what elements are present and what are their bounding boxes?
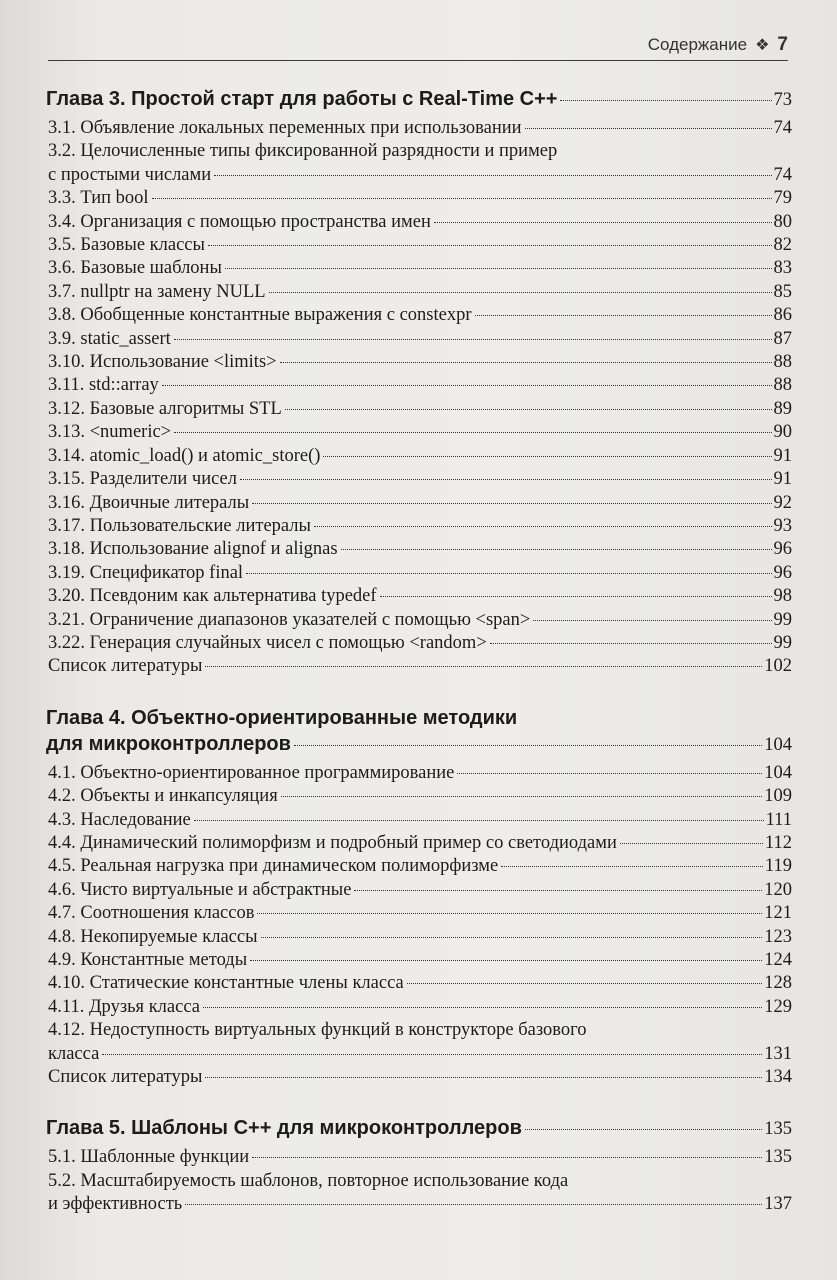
leader-dots <box>174 339 772 340</box>
toc-entry-page: 102 <box>764 656 792 677</box>
leader-dots <box>174 432 771 433</box>
leader-dots <box>560 100 771 101</box>
leader-dots <box>341 549 772 550</box>
toc-entry-page: 82 <box>773 235 792 256</box>
leader-dots <box>246 573 771 574</box>
toc-entry[interactable] <box>46 879 792 902</box>
leader-dots <box>261 937 763 938</box>
toc-entry[interactable] <box>46 164 792 187</box>
toc-entry-title: 3.3. Тип bool <box>48 188 149 209</box>
leader-dots <box>380 596 772 597</box>
leader-dots <box>475 315 772 316</box>
toc-entry-page: 96 <box>773 562 792 583</box>
toc-entry-page: 85 <box>773 281 792 302</box>
toc-entry[interactable] <box>46 538 792 561</box>
leader-dots <box>208 245 772 246</box>
toc-entry-page: 99 <box>773 609 792 630</box>
chapter-title-line: Глава 4. Объектно-ориентированные методики <box>46 706 518 729</box>
toc-entry-title: 3.18. Использование alignof и alignas <box>48 539 338 560</box>
toc-entry-title: 4.11. Друзья класса <box>48 996 200 1017</box>
toc-entry[interactable] <box>46 832 792 855</box>
toc-entry[interactable] <box>46 1043 792 1066</box>
leader-dots <box>280 362 772 363</box>
toc-entry-title: 3.1. Объявление локальных переменных при использовании <box>48 118 522 138</box>
toc-entry[interactable] <box>46 421 792 444</box>
toc-entry-title: 3.6. Базовые шаблоны <box>48 258 222 279</box>
toc-entry[interactable] <box>46 234 792 257</box>
toc-entry-page: 129 <box>764 996 792 1017</box>
toc-entry-page: 74 <box>773 164 792 185</box>
leader-dots <box>314 526 772 527</box>
leader-dots <box>294 745 762 746</box>
toc-entry-title: 4.5. Реальная нагрузка при динамическом полиморфизме <box>48 856 499 877</box>
leader-dots <box>240 479 772 480</box>
toc-entry[interactable] <box>46 1193 792 1216</box>
leader-dots <box>252 503 771 504</box>
toc-entry-title: 5.1. Шаблонные функции <box>48 1147 250 1168</box>
leader-dots <box>162 385 772 386</box>
toc-entry[interactable] <box>46 762 792 785</box>
toc-entry-page: 131 <box>764 1043 792 1064</box>
toc-entry[interactable] <box>46 1146 792 1169</box>
toc-entry[interactable] <box>46 926 792 949</box>
running-header <box>48 30 788 61</box>
toc-entry[interactable] <box>46 809 792 832</box>
toc-entry[interactable] <box>46 996 792 1019</box>
chapter-page-number: 135 <box>764 1119 792 1140</box>
header-label: Содержание <box>647 35 748 54</box>
toc-entry-page: 83 <box>773 258 792 279</box>
toc-entry[interactable] <box>46 655 792 678</box>
chapter-section <box>46 1115 792 1216</box>
toc-entry-page: 96 <box>773 539 792 560</box>
leader-dots <box>281 796 763 797</box>
toc-entry[interactable] <box>46 972 792 995</box>
leader-dots <box>533 620 771 621</box>
toc-entry[interactable] <box>46 609 792 632</box>
toc-entry[interactable] <box>46 515 792 538</box>
header-page-number: 7 <box>777 34 788 55</box>
toc-entry-page: 74 <box>773 118 792 138</box>
toc-entry-line: 3.2. Целочисленные типы фиксированной разрядности и пример <box>48 141 558 162</box>
toc-entry[interactable] <box>46 562 792 585</box>
toc-entry-page: 109 <box>764 786 792 807</box>
toc-entry-title: 3.14. atomic_load() и atomic_store() <box>48 445 321 466</box>
toc-entry-page: 89 <box>773 398 792 419</box>
ornament-icon: ❖ <box>755 37 770 54</box>
leader-dots <box>205 1077 762 1078</box>
toc-entry-title: Список литературы <box>48 1067 203 1088</box>
toc-entry-title: 3.19. Спецификатор final <box>48 562 244 583</box>
toc-entry[interactable] <box>46 492 792 515</box>
chapter-title[interactable] <box>46 731 792 758</box>
leader-dots <box>457 773 762 774</box>
chapter-section <box>46 86 792 679</box>
leader-dots <box>203 1007 762 1008</box>
toc-entry-title: 4.1. Объектно-ориентированное программирование <box>48 762 455 783</box>
toc-entry-page: 98 <box>773 586 792 607</box>
toc-entry-title: 4.7. Соотношения классов <box>48 903 255 924</box>
toc-entry[interactable] <box>46 468 792 491</box>
toc-entry[interactable] <box>46 398 792 421</box>
leader-dots <box>214 175 771 176</box>
toc-entry-page: 135 <box>764 1147 792 1168</box>
toc-entry[interactable] <box>46 281 792 304</box>
toc-entry-page: 104 <box>764 762 792 783</box>
toc-entry-title: 4.10. Статические константные члены класса <box>48 973 404 994</box>
leader-dots <box>285 409 772 410</box>
toc-entry[interactable] <box>46 949 792 972</box>
toc-entry[interactable] <box>46 445 792 468</box>
leader-dots <box>250 960 762 961</box>
toc-entry-title: 3.21. Ограничение диапазонов указателей с помощью <span> <box>48 609 531 630</box>
toc-entry-page: 91 <box>773 445 792 466</box>
leader-dots <box>152 198 772 199</box>
toc-entry-title: 3.10. Использование <limits> <box>48 352 277 373</box>
chapter-title[interactable] <box>46 1115 792 1142</box>
toc-entry-title: 3.17. Пользовательские литералы <box>48 515 311 536</box>
leader-dots <box>525 128 772 129</box>
toc-entry[interactable] <box>46 374 792 397</box>
toc-entry[interactable] <box>46 328 792 351</box>
toc-entry-page: 112 <box>764 832 792 853</box>
toc-entry-page: 120 <box>764 879 792 900</box>
toc-entry-page: 91 <box>773 469 792 490</box>
leader-dots <box>434 222 772 223</box>
toc-entry-title: 3.5. Базовые классы <box>48 235 205 256</box>
leader-dots <box>354 890 762 891</box>
toc-entry-title: 4.2. Объекты и инкапсуляция <box>48 786 278 807</box>
toc-entry-page: 134 <box>764 1067 792 1088</box>
toc-entry-title: 4.9. Константные методы <box>48 950 248 970</box>
leader-dots <box>252 1157 762 1158</box>
toc-entry-title: 3.15. Разделители чисел <box>48 469 237 490</box>
toc-entry-title: 3.9. static_assert <box>48 328 171 349</box>
toc-entry-title: Список литературы <box>48 656 203 677</box>
toc-entry[interactable] <box>46 187 792 210</box>
toc-entry[interactable] <box>46 585 792 608</box>
toc-entry-title: 4.3. Наследование <box>48 809 191 830</box>
leader-dots <box>102 1054 762 1055</box>
toc-entry[interactable] <box>46 785 792 808</box>
leader-dots <box>269 292 772 293</box>
toc-entry-page: 93 <box>773 515 792 536</box>
toc-entry[interactable] <box>46 304 792 327</box>
toc-entry-page: 88 <box>773 352 792 373</box>
chapter-page-number: 73 <box>773 90 792 110</box>
toc-entry-title: и эффективность <box>48 1194 183 1215</box>
toc-entry-title: 3.8. Обобщенные константные выражения с constexpr <box>48 305 472 326</box>
toc-entry-line: 5.2. Масштабируемость шаблонов, повторное использование кода <box>48 1170 569 1191</box>
toc-entry-page: 79 <box>773 188 792 209</box>
toc-entry[interactable] <box>46 257 792 280</box>
leader-dots <box>225 268 772 269</box>
toc-entry-title: 3.11. std::array <box>48 375 159 396</box>
toc-entry[interactable] <box>46 902 792 925</box>
toc-entry[interactable] <box>46 117 792 140</box>
toc-entry[interactable] <box>46 1066 792 1089</box>
toc-entry-title: 3.22. Генерация случайных чисел с помощью <random> <box>48 632 487 653</box>
toc-entry-page: 88 <box>773 375 792 396</box>
toc-entry-title: 4.8. Некопируемые классы <box>48 926 258 947</box>
toc-entry-page: 80 <box>773 211 792 232</box>
toc-entry-page: 123 <box>764 926 792 947</box>
toc-entry[interactable] <box>46 351 792 374</box>
leader-dots <box>525 1129 762 1130</box>
toc-entry-page: 111 <box>765 809 792 830</box>
toc-entry-title: 3.7. nullptr на замену NULL <box>48 281 266 302</box>
toc-entry-page: 86 <box>773 305 792 326</box>
chapter-section <box>46 705 792 1090</box>
toc-entry-page: 92 <box>773 492 792 513</box>
chapter-title-text: Глава 3. Простой старт для работы с Real-Time C++ <box>46 88 558 110</box>
toc-entry[interactable] <box>46 211 792 234</box>
toc-entry-page: 119 <box>764 856 792 877</box>
toc-entry-title: с простыми числами <box>48 164 212 185</box>
toc-entry-title: 3.12. Базовые алгоритмы STL <box>48 398 282 419</box>
chapter-page-number: 104 <box>764 734 792 755</box>
toc-entry-page: 128 <box>764 973 792 994</box>
toc-entry-title: 3.20. Псевдоним как альтернатива typedef <box>48 586 377 607</box>
toc-entry-title: класса <box>48 1043 100 1064</box>
toc-entry-page: 124 <box>764 950 792 970</box>
toc-entry-page: 137 <box>764 1194 792 1215</box>
toc-entry[interactable] <box>46 855 792 878</box>
leader-dots <box>490 643 772 644</box>
toc-entry-title: 3.13. <numeric> <box>48 422 172 443</box>
chapter-title-text: для микроконтроллеров <box>46 732 291 755</box>
toc-entry-page: 87 <box>773 328 792 349</box>
toc-entry-title: 3.4. Организация с помощью пространства имен <box>48 211 431 232</box>
chapter-title-text: Глава 5. Шаблоны C++ для микроконтроллеров <box>46 1117 522 1140</box>
leader-dots <box>407 983 763 984</box>
leader-dots <box>205 666 762 667</box>
toc-entry-title: 3.16. Двоичные литералы <box>48 492 250 513</box>
toc-entry-page: 99 <box>773 632 792 653</box>
toc-entry-title: 4.6. Чисто виртуальные и абстрактные <box>48 879 352 900</box>
leader-dots <box>620 843 763 844</box>
toc-entry-title: 4.4. Динамический полиморфизм и подробный пример со светодиодами <box>48 832 617 853</box>
toc-entry-page: 121 <box>764 903 792 924</box>
leader-dots <box>323 456 771 457</box>
leader-dots <box>194 820 764 821</box>
table-of-contents <box>46 86 792 1243</box>
toc-entry-page: 90 <box>773 422 792 443</box>
toc-entry[interactable] <box>46 632 792 655</box>
leader-dots <box>185 1204 762 1205</box>
leader-dots <box>501 866 763 867</box>
leader-dots <box>257 913 762 914</box>
toc-entry-line: 4.12. Недоступность виртуальных функций в конструкторе базового <box>48 1020 587 1041</box>
chapter-title[interactable] <box>46 86 792 113</box>
